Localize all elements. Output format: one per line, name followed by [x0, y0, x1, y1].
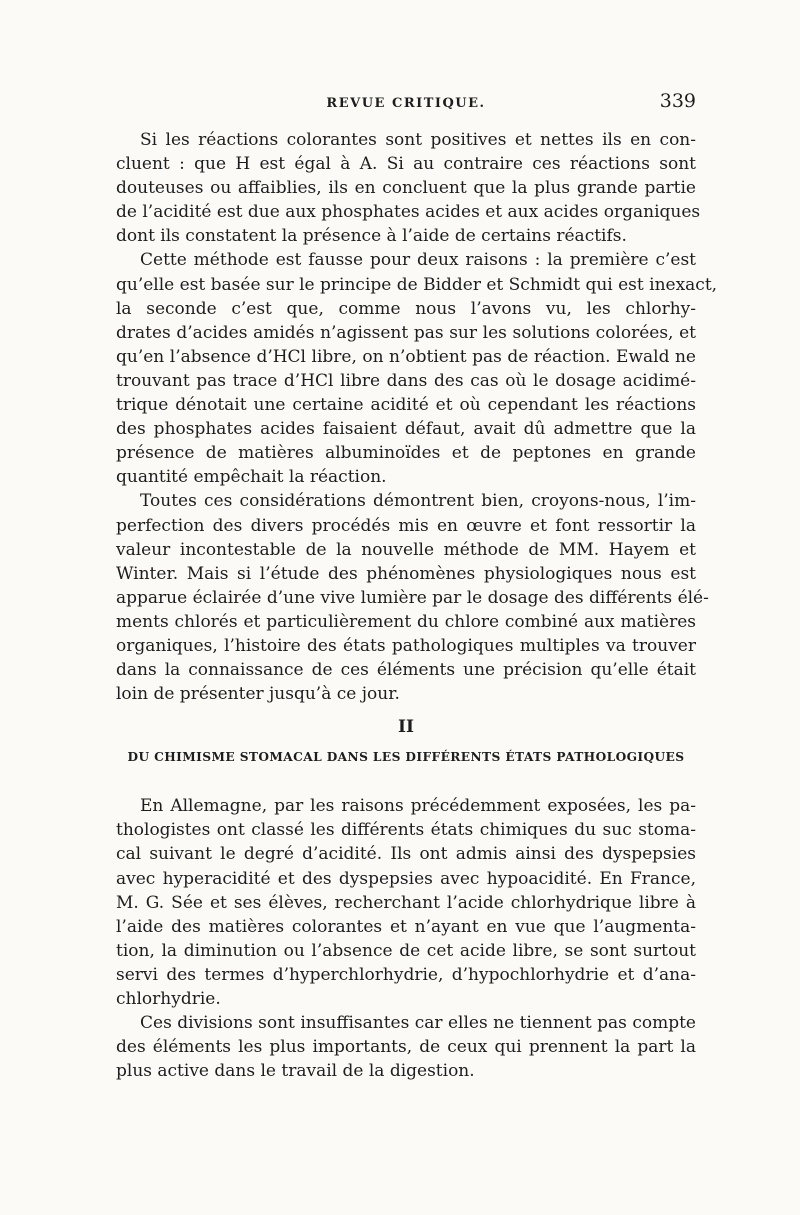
- page-number: 339: [659, 90, 696, 112]
- text-line: thologistes ont classé les différents états chimiques du suc stoma-: [116, 820, 696, 841]
- text-line: douteuses ou affaiblies, ils en concluent que la plus grande partie: [116, 178, 696, 199]
- text-line: Ces divisions sont insuffisantes car elles ne tiennent pas compte: [140, 1013, 696, 1034]
- text-line: apparue éclairée d’une vive lumière par le dosage des différents élé-: [116, 587, 709, 608]
- text-line: trouvant pas trace d’HCl libre dans des cas où le dosage acidimé-: [116, 370, 696, 391]
- text-line: des phosphates acides faisaient défaut, avait dû admettre que la: [116, 419, 696, 440]
- text-line: cal suivant le degré d’acidité. Ils ont admis ainsi des dyspepsies: [116, 844, 696, 865]
- section-numeral: II: [398, 717, 414, 738]
- text-line: loin de présenter jusqu’à ce jour.: [116, 684, 400, 705]
- paragraph: [116, 489, 709, 706]
- text-line: présence de matières albuminoïdes et de peptones en grande: [116, 443, 696, 464]
- text-line: organiques, l’histoire des états pathologiques multiples va trouver: [116, 635, 696, 656]
- text-line: cluent : que H est égal à A. Si au contraire ces réactions sont: [116, 154, 696, 175]
- page-header: [116, 88, 696, 128]
- text-line: des éléments les plus importants, de ceux qui prennent la part la: [116, 1037, 696, 1058]
- text-line: qu’elle est basée sur le principe de Bidder et Schmidt qui est inexact,: [116, 274, 718, 295]
- paragraph: [116, 248, 718, 489]
- text-line: M. G. Sée et ses élèves, recherchant l’acide chlorhydrique libre à: [116, 892, 696, 913]
- body-text-before-section: [116, 128, 718, 706]
- text-line: chlorhydrie.: [116, 989, 221, 1009]
- text-line: En Allemagne, par les raisons précédemment exposées, les pa-: [140, 796, 696, 817]
- running-title: REVUE CRITIQUE.: [326, 96, 486, 111]
- text-line: trique dénotait une certaine acidité et où cependant les réactions: [116, 395, 696, 416]
- body-text-after-section: [116, 794, 696, 1083]
- text-line: Toutes ces considérations démontrent bien, croyons-nous, l’im-: [140, 491, 696, 512]
- text-line: avec hyperacidité et des dyspepsies avec hypoacidité. En France,: [116, 868, 696, 889]
- text-line: l’aide des matières colorantes et n’ayant en vue que l’augmenta-: [116, 916, 696, 937]
- text-line: plus active dans le travail de la digestion.: [116, 1061, 475, 1082]
- text-line: valeur incontestable de la nouvelle méthode de MM. Hayem et: [116, 539, 696, 560]
- section-title: DU CHIMISME STOMACAL DANS LES DIFFÉRENTS ÉTATS PATHOLOGIQUES: [127, 750, 685, 765]
- text-line: ments chlorés et particulièrement du chlore combiné aux matières: [116, 611, 696, 632]
- text-line: Si les réactions colorantes sont positives et nettes ils en con-: [140, 130, 696, 150]
- text-line: Winter. Mais si l’étude des phénomènes physiologiques nous est: [116, 563, 696, 584]
- text-line: perfection des divers procédés mis en œuvre et font ressortir la: [116, 515, 696, 536]
- text-line: dans la connaissance de ces éléments une précision qu’elle était: [116, 660, 696, 681]
- text-line: dont ils constatent la présence à l’aide de certains réactifs.: [116, 226, 627, 247]
- paragraph: [116, 794, 696, 1011]
- text-line: de l’acidité est due aux phosphates acides et aux acides organiques: [116, 202, 701, 223]
- document-page: [116, 88, 718, 1083]
- text-line: drates d’acides amidés n’agissent pas sur les solutions colorées, et: [116, 322, 696, 343]
- text-line: la seconde c’est que, comme nous l’avons vu, les chlorhy-: [116, 298, 696, 319]
- text-line: Cette méthode est fausse pour deux raisons : la première c’est: [140, 250, 696, 271]
- text-line: tion, la diminution ou l’absence de cet acide libre, se sont surtout: [116, 940, 696, 961]
- text-line: quantité empêchait la réaction.: [116, 467, 387, 488]
- paragraph: [116, 1011, 696, 1083]
- paragraph: [116, 128, 701, 248]
- text-line: qu’en l’absence d’HCl libre, on n’obtient pas de réaction. Ewald ne: [116, 346, 696, 367]
- text-line: servi des termes d’hyperchlorhydrie, d’hypochlorhydrie et d’ana-: [116, 964, 696, 985]
